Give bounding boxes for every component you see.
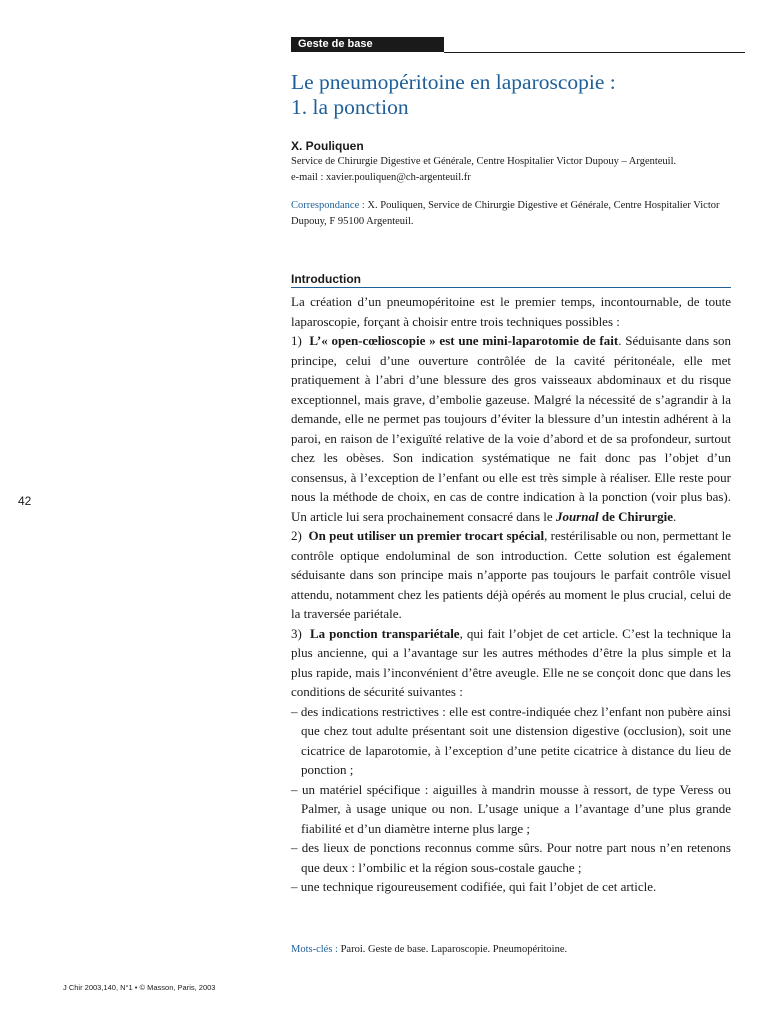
condition-2: – un matériel spécifique : aiguilles à mandrin mousse à ressort, de type Veress ou Palmer, à usage unique ou non. L’usage unique a l’avantage d’une plus grande fiabilité et d’un diamètre interne plus large ; [291,781,731,836]
condition-3: – des lieux de ponctions reconnus comme sûrs. Pour notre part nous n’en retenons que deux : l’ombilic et la région sous-costale gauche ; [291,840,731,875]
article-body [291,292,731,897]
item-3-lead: La ponction transpariétale [309,625,460,641]
item-2-lead: On peut utiliser un premier trocart spécial [308,528,545,543]
keywords-label: Mots-clés : [291,944,338,955]
correspondence-text: X. Pouliquen, Service de Chirurgie Digestive et Générale, Centre Hospitalier Victor Dupouy, F 95100 Argenteuil. [291,200,720,227]
journal-footer: J Chir 2003,140, N°1 • © Masson, Paris, 2003 [63,983,216,992]
introduction-rule [291,287,731,288]
affiliation-text: Service de Chirurgie Digestive et Générale, Centre Hospitalier Victor Dupouy – Argenteuil. [291,156,677,167]
list-item-1: 1) L’« open-cœlioscopie » est une mini-laparotomie de fait. Séduisante dans son principe, celui d’une ouverture contrôlée de la cavité péritonéale, elle met pratiquement à l’abri d’une blessure des gros vaisseaux abdominaux et du risque exceptionnel, mais grave, d’embolie gazeuse. Malgré la nécessité de s’agrandir à la demande, elle ne permet pas toujours d’éviter la blessure d’un intestin adhérent à la paroi, en raison de l’exiguïté relative de la voie d’abord et de sa profondeur, surtout chez les obèses. Son indication systématique ne fait donc pas l’objet d’un consensus, à l’exception de l’enfant ou elle est très simple à réaliser. Elle reste pour nous la méthode de choix, en cas de contre indication à la ponction (voir plus bas). Un article lui sera prochainement consacré dans le Journal de Chirurgie. [291,333,732,524]
author-affiliation [291,154,741,186]
header-rule [444,52,745,53]
title-line-1: Le pneumopéritoine en laparoscopie : [291,70,616,94]
title-line-2: 1. la ponction [291,95,409,119]
correspondence-label: Correspondance : [291,200,365,211]
introduction-heading: Introduction [291,272,361,286]
section-label: Geste de base [291,37,444,52]
author-name: X. Pouliquen [291,139,364,153]
journal-name: Journal [555,508,599,524]
condition-1: – des indications restrictives : elle est contre-indiquée chez l’enfant non pubère ainsi que chez tout adulte présentant soit une distension digestive (occlusion), soit une cicatrice de laparotomie, à l’exception d’une petite cicatrice à distance du lieu de ponction ; [291,703,731,777]
condition-4: – une technique rigoureusement codifiée, qui fait l’objet de cet article. [291,879,657,894]
article-title [291,70,731,120]
list-item-3: 3) La ponction transpariétale, qui fait l’objet de cet article. C’est la technique la plus ancienne, qui a l’avantage sur les autres méthodes d’être la plus simple et la plus rapide, mais l’inconvénient d’être aveugle. Elle ne se conçoit donc que dans les conditions de sécurité suivantes : [291,625,731,699]
keywords-text: Paroi. Geste de base. Laparoscopie. Pneumopéritoine. [340,944,568,955]
page-number: 42 [18,494,32,508]
item-1-lead: L’« open-cœlioscopie » est une mini-laparotomie de fait [309,333,619,348]
intro-paragraph: La création d’un pneumopéritoine est le premier temps, incontournable, de toute laparoscopie, forçant à choisir entre trois techniques possibles : [291,294,731,329]
author-email: e-mail : xavier.pouliquen@ch-argenteuil.fr [291,172,471,183]
keywords [291,944,567,955]
list-item-2: 2) On peut utiliser un premier trocart spécial, restérilisable ou non, permettant le contrôle optique endoluminal de son introduction. Cette solution est également séduisante dans son principe mais n’apporte pas toujours le parfait contrôle visuel attendu, notamment chez les patients déjà opérés au moment le plus crucial, celui de la traversée pariétale. [291,528,732,621]
correspondence [291,198,731,230]
